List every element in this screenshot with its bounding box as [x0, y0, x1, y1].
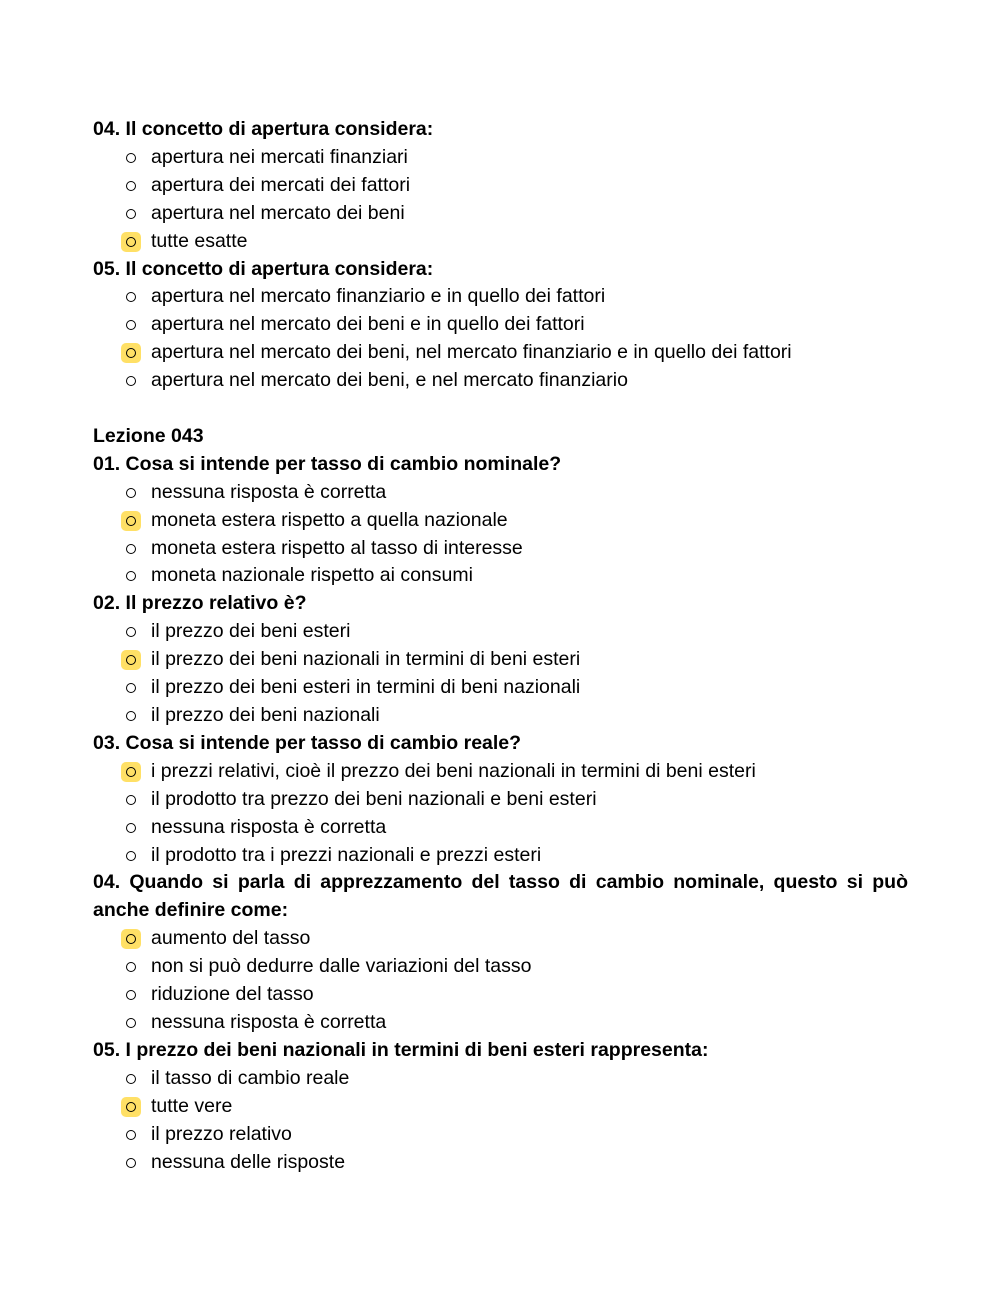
answer-option	[93, 144, 908, 172]
option-text: moneta estera rispetto al tasso di interesse	[151, 536, 523, 559]
option-text: il prezzo dei beni nazionali in termini di beni esteri	[151, 648, 581, 671]
circle-bullet-icon	[121, 1013, 141, 1033]
circle-bullet-icon	[121, 483, 141, 503]
question-text: 03. Cosa si intende per tasso di cambio reale?	[93, 731, 522, 754]
blank-line	[93, 395, 908, 423]
circle-bullet-icon	[121, 846, 141, 866]
answer-option	[93, 786, 908, 814]
document-page	[93, 116, 908, 1176]
option-text: apertura nel mercato dei beni	[151, 201, 405, 224]
highlighted-bullet-icon	[121, 232, 141, 252]
circle-bullet-icon	[121, 790, 141, 810]
circle-bullet-icon	[121, 287, 141, 307]
answer-option	[93, 814, 908, 842]
option-text: il prezzo relativo	[151, 1122, 292, 1145]
answer-option	[93, 702, 908, 730]
option-text: apertura nel mercato dei beni, nel mercato finanziario e in quello dei fattori	[151, 341, 792, 364]
option-text: apertura nel mercato finanziario e in quello dei fattori	[151, 285, 606, 308]
option-text: il prodotto tra prezzo dei beni nazionali e beni esteri	[151, 787, 597, 810]
question-text: 02. Il prezzo relativo è?	[93, 592, 307, 615]
question-text: 04. Il concetto di apertura considera:	[93, 118, 434, 140]
answer-option	[93, 283, 908, 311]
option-text: moneta estera rispetto a quella nazionale	[151, 508, 508, 531]
option-text: non si può dedurre dalle variazioni del tasso	[151, 955, 532, 978]
circle-bullet-icon	[121, 818, 141, 838]
circle-bullet-icon	[121, 1125, 141, 1145]
question-text: 04. Quando si parla di apprezzamento del tasso di cambio nominale, questo si può anche definire come:	[93, 871, 908, 922]
answer-option-highlighted	[93, 758, 908, 786]
answer-option-highlighted	[93, 646, 908, 674]
answer-option	[93, 953, 908, 981]
answer-option-highlighted	[93, 507, 908, 535]
circle-bullet-icon	[121, 985, 141, 1005]
answer-option-highlighted	[93, 1093, 908, 1121]
highlighted-bullet-icon	[121, 762, 141, 782]
option-text: il prezzo dei beni esteri	[151, 620, 351, 643]
circle-bullet-icon	[121, 706, 141, 726]
option-text: aumento del tasso	[151, 927, 311, 950]
answer-option	[93, 674, 908, 702]
answer-option	[93, 1121, 908, 1149]
option-text: il prezzo dei beni esteri in termini di beni nazionali	[151, 676, 581, 699]
question-text: 05. I prezzo dei beni nazionali in termini di beni esteri rappresenta:	[93, 1038, 709, 1061]
highlighted-bullet-icon	[121, 650, 141, 670]
circle-bullet-icon	[121, 566, 141, 586]
circle-bullet-icon	[121, 1153, 141, 1173]
highlighted-bullet-icon	[121, 511, 141, 531]
answer-option	[93, 618, 908, 646]
circle-bullet-icon	[121, 204, 141, 224]
answer-option-highlighted	[93, 228, 908, 256]
circle-bullet-icon	[121, 539, 141, 559]
answer-option	[93, 535, 908, 563]
answer-option-highlighted	[93, 925, 908, 953]
question-text: 05. Il concetto di apertura considera:	[93, 257, 434, 280]
answer-option	[93, 562, 908, 590]
highlighted-bullet-icon	[121, 1097, 141, 1117]
answer-option	[93, 981, 908, 1009]
answer-option	[93, 172, 908, 200]
answer-option	[93, 1149, 908, 1177]
circle-bullet-icon	[121, 371, 141, 391]
answer-option	[93, 311, 908, 339]
option-text: i prezzi relativi, cioè il prezzo dei beni nazionali in termini di beni esteri	[151, 759, 756, 782]
circle-bullet-icon	[121, 957, 141, 977]
option-text: moneta nazionale rispetto ai consumi	[151, 564, 473, 587]
option-text: tutte vere	[151, 1094, 233, 1117]
option-text: il prodotto tra i prezzi nazionali e prezzi esteri	[151, 843, 542, 866]
answer-option-highlighted	[93, 339, 908, 367]
option-text: tutte esatte	[151, 229, 248, 252]
circle-bullet-icon	[121, 148, 141, 168]
circle-bullet-icon	[121, 315, 141, 335]
answer-option	[93, 200, 908, 228]
answer-option	[93, 367, 908, 395]
question-text: 01. Cosa si intende per tasso di cambio nominale?	[93, 452, 562, 475]
answer-option	[93, 842, 908, 870]
option-text: il prezzo dei beni nazionali	[151, 704, 380, 727]
answer-option	[93, 1009, 908, 1037]
answer-option	[93, 1065, 908, 1093]
option-text: nessuna risposta è corretta	[151, 480, 387, 503]
option-text: apertura nel mercato dei beni, e nel mercato finanziario	[151, 369, 628, 392]
answer-option	[93, 479, 908, 507]
circle-bullet-icon	[121, 678, 141, 698]
option-text: nessuna risposta è corretta	[151, 1010, 387, 1033]
option-text: apertura nei mercati finanziari	[151, 145, 408, 168]
highlighted-bullet-icon	[121, 929, 141, 949]
circle-bullet-icon	[121, 622, 141, 642]
option-text: apertura dei mercati dei fattori	[151, 173, 411, 196]
option-text: apertura nel mercato dei beni e in quello dei fattori	[151, 313, 585, 336]
highlighted-bullet-icon	[121, 343, 141, 363]
option-text: il tasso di cambio reale	[151, 1066, 350, 1089]
circle-bullet-icon	[121, 176, 141, 196]
lesson-heading: Lezione 043	[93, 424, 204, 447]
circle-bullet-icon	[121, 1069, 141, 1089]
option-text: riduzione del tasso	[151, 983, 314, 1006]
option-text: nessuna risposta è corretta	[151, 815, 387, 838]
option-text: nessuna delle risposte	[151, 1150, 346, 1173]
